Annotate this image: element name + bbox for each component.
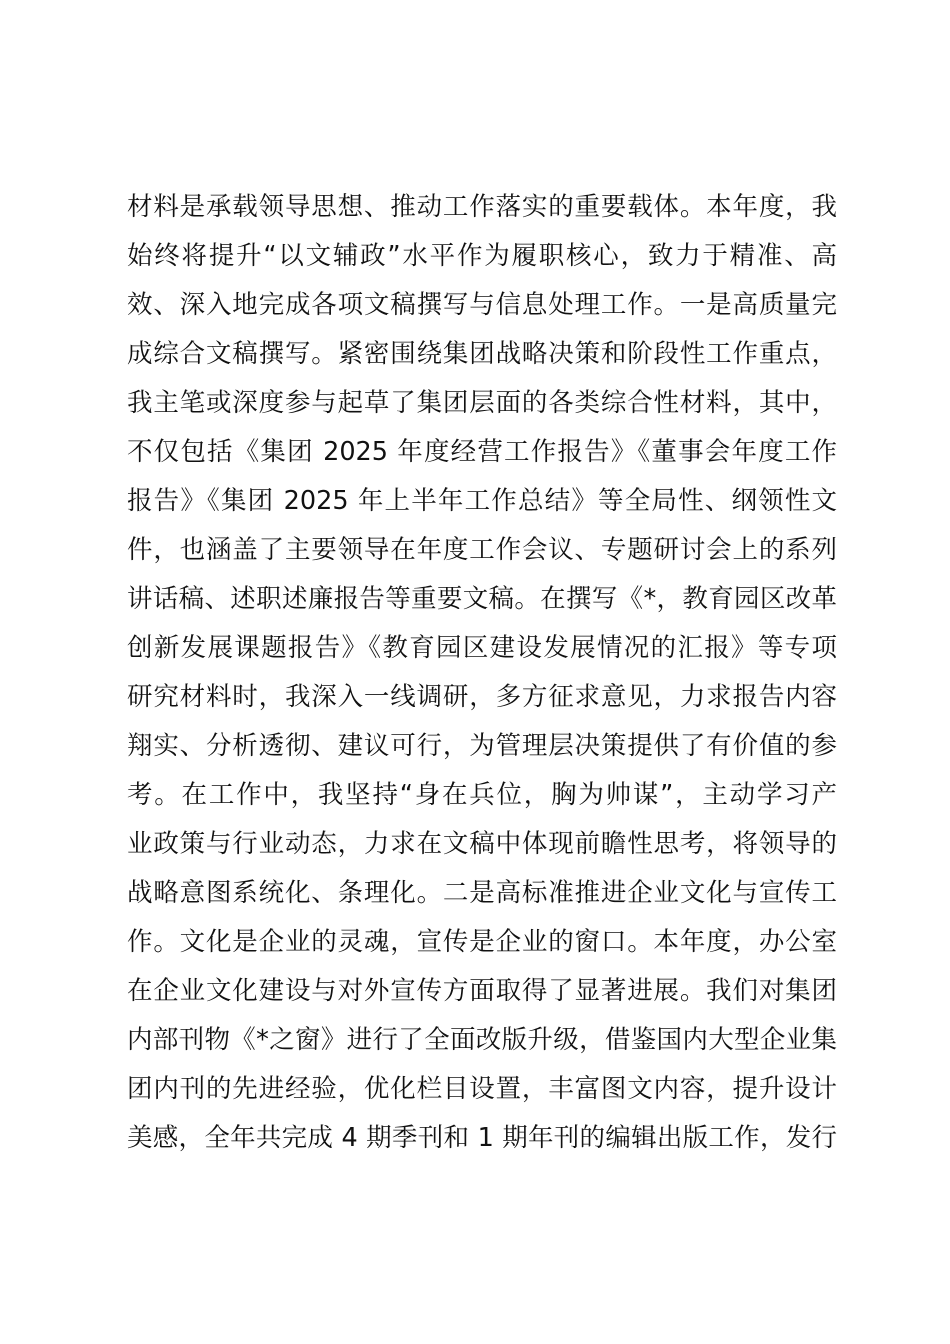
text-line: 研究材料时，我深入一线调研，多方征求意见，力求报告内容 (127, 682, 837, 712)
text-line: 美感，全年共完成 4 期季刊和 1 期年刊的编辑出版工作，发行 (127, 1123, 837, 1153)
text-line: 团内刊的先进经验，优化栏目设置，丰富图文内容，提升设计 (127, 1074, 837, 1104)
text-line: 件，也涵盖了主要领导在年度工作会议、专题研讨会上的系列 (127, 535, 837, 565)
text-line: 在企业文化建设与对外宣传方面取得了显著进展。我们对集团 (127, 976, 837, 1006)
text-line: 创新发展课题报告》《教育园区建设发展情况的汇报》等专项 (127, 633, 837, 663)
body-paragraph (127, 183, 837, 1163)
text-line: 我主笔或深度参与起草了集团层面的各类综合性材料，其中， (127, 388, 837, 418)
text-line: 内部刊物《*之窗》进行了全面改版升级，借鉴国内大型企业集 (127, 1025, 837, 1055)
text-line: 战略意图系统化、条理化。二是高标准推进企业文化与宣传工 (127, 878, 837, 908)
text-line: 翔实、分析透彻、建议可行，为管理层决策提供了有价值的参 (127, 731, 837, 761)
text-line: 报告》《集团 2025 年上半年工作总结》等全局性、纲领性文 (127, 486, 837, 516)
text-line: 作。文化是企业的灵魂，宣传是企业的窗口。本年度，办公室 (127, 927, 837, 957)
text-line: 不仅包括《集团 2025 年度经营工作报告》《董事会年度工作 (127, 437, 837, 467)
text-line: 讲话稿、述职述廉报告等重要文稿。在撰写《*，教育园区改革 (127, 584, 837, 614)
text-line: 始终将提升“以文辅政”水平作为履职核心，致力于精准、高 (127, 241, 837, 271)
text-line: 成综合文稿撰写。紧密围绕集团战略决策和阶段性工作重点， (127, 339, 837, 369)
text-line: 效、深入地完成各项文稿撰写与信息处理工作。一是高质量完 (127, 290, 837, 320)
text-line: 材料是承载领导思想、推动工作落实的重要载体。本年度，我 (127, 192, 837, 222)
text-line: 业政策与行业动态，力求在文稿中体现前瞻性思考，将领导的 (127, 829, 837, 859)
text-line: 考。在工作中，我坚持“身在兵位，胸为帅谋”，主动学习产 (127, 780, 837, 810)
